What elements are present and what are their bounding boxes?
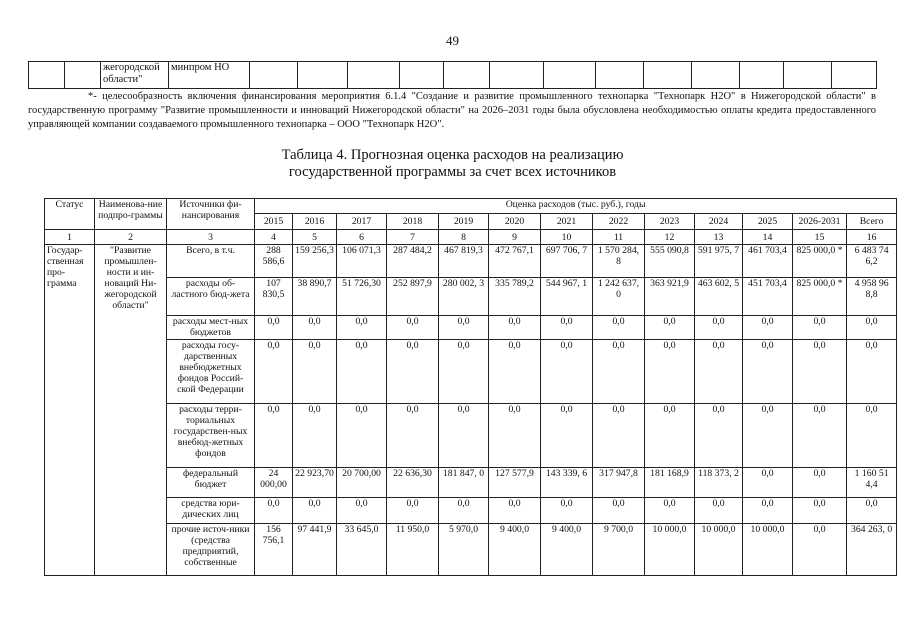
value-cell: 0,0	[847, 404, 897, 468]
value-cell: 0,0	[541, 316, 593, 340]
value-cell: 0,0	[255, 404, 293, 468]
value-cell: 364 263, 0	[847, 524, 897, 576]
value-cell: 0,0	[439, 316, 489, 340]
table-title-line2: государственной программы за счет всех источников	[288, 164, 617, 180]
value-cell: 0,0	[793, 498, 847, 524]
value-cell: 463 602, 5	[695, 278, 743, 316]
value-cell: 287 484,2	[387, 245, 439, 278]
value-cell: 825 000,0 *	[793, 278, 847, 316]
value-cell: 0,0	[387, 340, 439, 404]
header-funding-sources: Источники фи-нансирования	[167, 199, 255, 230]
value-cell: 0,0	[793, 340, 847, 404]
table-row	[45, 404, 897, 468]
header-year: 2026-2031	[793, 214, 847, 230]
value-cell: 159 256,3	[293, 245, 337, 278]
value-cell: 0,0	[337, 340, 387, 404]
value-cell: 38 890,7	[293, 278, 337, 316]
value-cell: 252 897,9	[387, 278, 439, 316]
top-table-cell	[832, 62, 877, 89]
table-row	[45, 278, 897, 316]
funding-source-cell: средства юри-дических лиц	[167, 498, 255, 524]
status-cell: Государ-ственная про-грамма	[45, 245, 95, 576]
value-cell: 5 970,0	[439, 524, 489, 576]
table-row	[45, 340, 897, 404]
value-cell: 97 441,9	[293, 524, 337, 576]
value-cell: 0,0	[293, 340, 337, 404]
value-cell: 143 339, 6	[541, 468, 593, 498]
value-cell: 0,0	[645, 340, 695, 404]
column-number: 14	[743, 230, 793, 245]
value-cell: 181 168,9	[645, 468, 695, 498]
value-cell: 555 090,8	[645, 245, 695, 278]
value-cell: 288 586,6	[255, 245, 293, 278]
value-cell: 0,0	[489, 498, 541, 524]
value-cell: 0,0	[593, 498, 645, 524]
funding-source-cell: федеральный бюджет	[167, 468, 255, 498]
value-cell: 1 570 284, 8	[593, 245, 645, 278]
top-table-cell	[400, 62, 444, 89]
value-cell: 591 975, 7	[695, 245, 743, 278]
value-cell: 9 400,0	[489, 524, 541, 576]
funding-source-cell: прочие источ-ники (средства предприятий, собственные	[167, 524, 255, 576]
value-cell: 0,0	[743, 316, 793, 340]
value-cell: 0,0	[743, 468, 793, 498]
value-cell: 0,0	[293, 316, 337, 340]
top-table-cell	[644, 62, 692, 89]
column-number: 15	[793, 230, 847, 245]
value-cell: 22 923,70	[293, 468, 337, 498]
top-table-cell: жегородской области"	[101, 62, 169, 89]
value-cell: 335 789,2	[489, 278, 541, 316]
column-number: 10	[541, 230, 593, 245]
column-number: 2	[95, 230, 167, 245]
value-cell: 156 756,1	[255, 524, 293, 576]
value-cell: 1 242 637, 0	[593, 278, 645, 316]
column-number: 16	[847, 230, 897, 245]
value-cell: 0,0	[255, 340, 293, 404]
value-cell: 0,0	[489, 316, 541, 340]
value-cell: 0,0	[645, 316, 695, 340]
value-cell: 0,0	[387, 404, 439, 468]
header-year: 2023	[645, 214, 695, 230]
value-cell: 10 000,0	[743, 524, 793, 576]
funding-source-cell: расходы об-ластного бюд-жета	[167, 278, 255, 316]
value-cell: 0,0	[793, 404, 847, 468]
header-year: 2018	[387, 214, 439, 230]
table-row	[45, 316, 897, 340]
value-cell: 11 950,0	[387, 524, 439, 576]
top-table-cell	[784, 62, 832, 89]
value-cell: 0,0	[439, 340, 489, 404]
funding-source-cell: Всего, в т.ч.	[167, 245, 255, 278]
column-number: 9	[489, 230, 541, 245]
header-estimate: Оценка расходов (тыс. руб.), годы	[255, 199, 897, 214]
value-cell: 0,0	[293, 498, 337, 524]
top-table-cell	[740, 62, 784, 89]
value-cell: 0,0	[743, 498, 793, 524]
header-year: 2021	[541, 214, 593, 230]
funding-source-cell: расходы мест-ных бюджетов	[167, 316, 255, 340]
top-table-cell	[298, 62, 348, 89]
top-table-cell	[444, 62, 490, 89]
top-table-cell	[29, 62, 65, 89]
table-row	[45, 524, 897, 576]
value-cell: 0,0	[645, 498, 695, 524]
value-cell: 0,0	[695, 404, 743, 468]
top-table-fragment	[28, 61, 877, 89]
value-cell: 0,0	[387, 316, 439, 340]
value-cell: 825 000,0 *	[793, 245, 847, 278]
top-table-cell	[65, 62, 101, 89]
value-cell: 363 921,9	[645, 278, 695, 316]
value-cell: 0,0	[337, 316, 387, 340]
value-cell: 0,0	[593, 340, 645, 404]
value-cell: 0,0	[439, 404, 489, 468]
column-numbers-row	[45, 230, 897, 245]
value-cell: 0,0	[337, 404, 387, 468]
header-subprogram-name: Наименова-ние подпро-граммы	[95, 199, 167, 230]
value-cell: 0,0	[489, 404, 541, 468]
value-cell: 0,0	[541, 404, 593, 468]
value-cell: 0,0	[541, 498, 593, 524]
value-cell: 0,0	[847, 340, 897, 404]
value-cell: 472 767,1	[489, 245, 541, 278]
value-cell: 22 636,30	[387, 468, 439, 498]
value-cell: 118 373, 2	[695, 468, 743, 498]
value-cell: 0,0	[439, 498, 489, 524]
value-cell: 0,0	[695, 340, 743, 404]
table-row	[45, 498, 897, 524]
column-number: 13	[695, 230, 743, 245]
value-cell: 0,0	[847, 498, 897, 524]
top-table-cell	[692, 62, 740, 89]
value-cell: 0,0	[793, 316, 847, 340]
value-cell: 106 071,3	[337, 245, 387, 278]
header-status: Статус	[45, 199, 95, 230]
footnote-text: *- целесообразность включения финансирования мероприятия 6.1.4 "Создание и развитие промышленного технопарка "Технопарк H2O" в Нижегородской области" в государственную программу "Развитие промышленности и инноваций Нижегородской области" на 2026–2031 годы была обусловлена необходимостью оплаты кредита предоставленного управляющей компании создаваемого промышленного технопарка – ООО "Технопарк H2O".	[28, 91, 876, 130]
column-number: 7	[387, 230, 439, 245]
funding-source-cell: расходы терри-ториальных государствен-ных внебюд-жетных фондов	[167, 404, 255, 468]
subprogram-name-cell: "Развитие промышлен-ности и ин-новаций Ни-жегородской области"	[95, 245, 167, 576]
table-row	[45, 245, 897, 278]
value-cell: 451 703,4	[743, 278, 793, 316]
value-cell: 33 645,0	[337, 524, 387, 576]
column-number: 6	[337, 230, 387, 245]
value-cell: 0,0	[489, 340, 541, 404]
funding-source-cell: расходы госу-дарственных внебюджетных фондов Россий-ской Федерации	[167, 340, 255, 404]
value-cell: 107 830,5	[255, 278, 293, 316]
value-cell: 181 847, 0	[439, 468, 489, 498]
value-cell: 0,0	[743, 340, 793, 404]
value-cell: 0,0	[695, 316, 743, 340]
value-cell: 51 726,30	[337, 278, 387, 316]
value-cell: 461 703,4	[743, 245, 793, 278]
header-year: 2015	[255, 214, 293, 230]
column-number: 4	[255, 230, 293, 245]
value-cell: 0,0	[593, 316, 645, 340]
value-cell: 0,0	[255, 316, 293, 340]
column-number: 1	[45, 230, 95, 245]
header-year: 2020	[489, 214, 541, 230]
header-year: Всего	[847, 214, 897, 230]
value-cell: 467 819,3	[439, 245, 489, 278]
value-cell: 0,0	[255, 498, 293, 524]
column-number: 12	[645, 230, 695, 245]
top-table-cell: минпром НО	[169, 62, 250, 89]
value-cell: 0,0	[593, 404, 645, 468]
top-table-cell	[348, 62, 400, 89]
top-table-cell	[250, 62, 298, 89]
value-cell: 9 400,0	[541, 524, 593, 576]
value-cell: 0,0	[541, 340, 593, 404]
top-table-cell	[596, 62, 644, 89]
footnote	[28, 90, 876, 132]
value-cell: 6 483 74 6,2	[847, 245, 897, 278]
table-title	[0, 147, 905, 181]
value-cell: 697 706, 7	[541, 245, 593, 278]
header-year: 2019	[439, 214, 489, 230]
column-number: 11	[593, 230, 645, 245]
top-table-cell	[490, 62, 544, 89]
top-table-cell	[544, 62, 596, 89]
table-title-line1: Таблица 4. Прогнозная оценка расходов на реализацию	[281, 147, 624, 163]
value-cell: 9 700,0	[593, 524, 645, 576]
header-year: 2022	[593, 214, 645, 230]
value-cell: 0,0	[695, 498, 743, 524]
expenses-table	[44, 198, 897, 576]
value-cell: 0,0	[387, 498, 439, 524]
value-cell: 127 577,9	[489, 468, 541, 498]
value-cell: 0,0	[743, 404, 793, 468]
column-number: 8	[439, 230, 489, 245]
header-year: 2017	[337, 214, 387, 230]
value-cell: 0,0	[337, 498, 387, 524]
value-cell: 1 160 51 4,4	[847, 468, 897, 498]
header-row-1	[45, 199, 897, 214]
top-table-row	[29, 62, 877, 89]
header-year: 2025	[743, 214, 793, 230]
value-cell: 24 000,00	[255, 468, 293, 498]
column-number: 3	[167, 230, 255, 245]
value-cell: 544 967, 1	[541, 278, 593, 316]
value-cell: 0,0	[793, 524, 847, 576]
value-cell: 317 947,8	[593, 468, 645, 498]
page-number: 49	[446, 33, 459, 48]
value-cell: 10 000,0	[645, 524, 695, 576]
header-year: 2024	[695, 214, 743, 230]
value-cell: 0,0	[645, 404, 695, 468]
column-number: 5	[293, 230, 337, 245]
value-cell: 20 700,00	[337, 468, 387, 498]
value-cell: 280 002, 3	[439, 278, 489, 316]
value-cell: 0,0	[293, 404, 337, 468]
table-row	[45, 468, 897, 498]
value-cell: 0,0	[793, 468, 847, 498]
header-year: 2016	[293, 214, 337, 230]
value-cell: 0,0	[847, 316, 897, 340]
value-cell: 10 000,0	[695, 524, 743, 576]
value-cell: 4 958 96 8,8	[847, 278, 897, 316]
